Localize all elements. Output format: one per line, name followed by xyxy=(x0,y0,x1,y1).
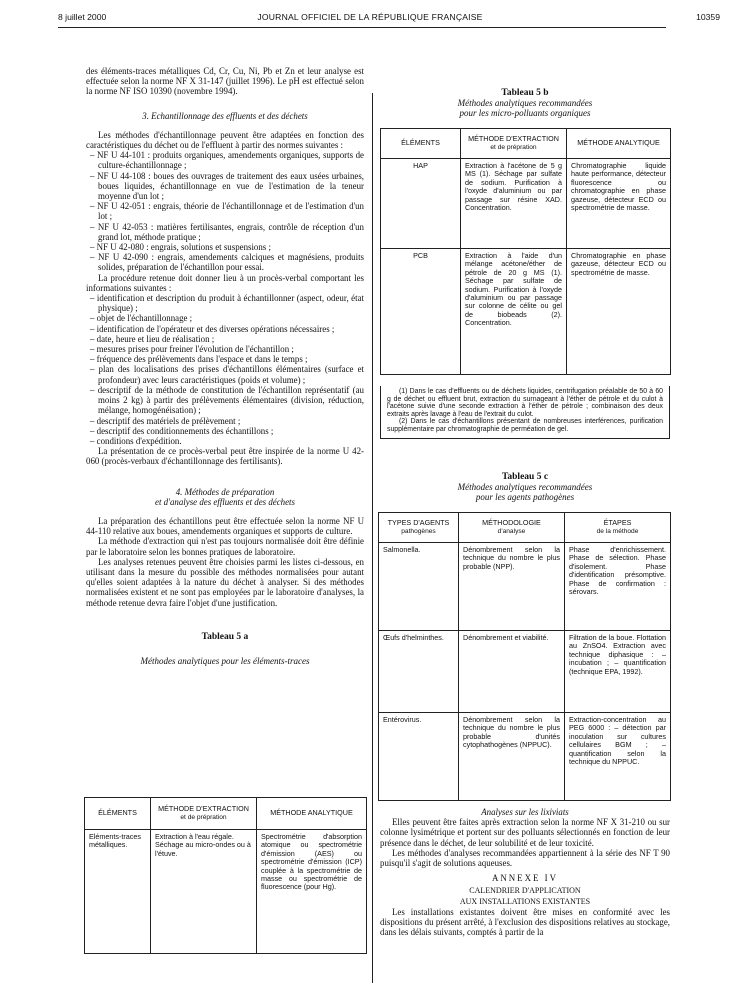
t5b-cell: Extraction à l'acétone de 5 g MS (1). Séchage par sulfate de sodium. Purification à l'oxyde d'aluminium ou par passage sur résine XAD. Concentration. xyxy=(461,159,567,249)
s4-paragraph-3: Les analyses retenues peuvent être choisies parmi les listes ci-dessous, en utilisant dans la mesure du possible des méthodes normalisées pour autant qu'elles soient adaptées à la nature du déchet à analyser. Si des méthodes normalisées existent et ne sont pas employées par le laboratoire d'analyses, la méthode retenue devra faire l'objet d'une justification. xyxy=(86,556,364,608)
pv-item: – identification et description du produit à échantillonner (aspect, odeur, état physique) ; xyxy=(90,293,364,314)
table-5b-notes xyxy=(380,386,670,439)
t5a-col-analytique: MÉTHODE ANALYTIQUE xyxy=(257,798,367,830)
table-5b-subtitle-1: Méthodes analytiques recommandées xyxy=(457,98,593,109)
norm-item: – NF U 42-080 : engrais, solutions et suspensions ; xyxy=(90,242,271,253)
pv-item: – descriptif des conditionnements des échantillons ; xyxy=(90,425,274,436)
pv-item: – mesures prises pour freiner l'évolution de l'échantillon ; xyxy=(90,344,294,355)
table-5a xyxy=(84,797,367,954)
t5a-cell: Extraction à l'eau régale. Séchage au micro-ondes ou à l'étuve. xyxy=(151,830,257,954)
norm-item: – NF U 42-090 : engrais, amendements calciques et magnésiens, produits solides, préparation de l'échantillon pour essai. xyxy=(90,252,364,273)
table-row xyxy=(379,713,671,801)
left-column xyxy=(86,66,364,666)
t5c-cell: Dénombrement selon la technique du nombre le plus probable d'unités cytophathogènes (NPPUC). xyxy=(459,713,565,801)
lixiviats-paragraph-2: Les méthodes d'analyses recommandées appartiennent à la série des NF T 90 puisqu'il s'agit de solutions aqueuses. xyxy=(380,847,670,869)
annexe-title: ANNEXE IV xyxy=(491,873,559,884)
pv-item: – descriptif des matériels de prélèvement ; xyxy=(90,415,241,426)
t5a-col-extraction: MÉTHODE D'EXTRACTION et de prépration xyxy=(151,798,257,830)
t5c-cell: Œufs d'helminthes. xyxy=(379,631,459,713)
t5c-cell: Salmonella. xyxy=(379,543,459,631)
t5b-col-analytique: MÉTHODE ANALYTIQUE xyxy=(567,129,671,159)
footnote-2: (2) Dans le cas d'échantillons présentant de nombreuses interférences, purification supplémentaire par chromatographie de perméation de gel. xyxy=(387,418,663,433)
footnote-1: (1) Dans le cas d'effluents ou de déchets liquides, centrifugation préalable de 50 à 60 g de déchet ou effluent brut, extraction du surnageant à l'éther de pétrole et du culot à l'acétone suivie d'une seconde extraction à l'éther de pétrole ; combinaison des deux extraits après lavage à l'eau de l'extrait du culot. xyxy=(387,388,663,418)
lixiviats-paragraph-1: Elles peuvent être faites après extraction selon la norme NF X 31-210 ou sur colonne lysimétrique et portent sur des polluants sélectionnés en fonction de leur présence dans le déchet, de leur solubilité et de leur toxicité. xyxy=(380,817,670,848)
table-5c-heading xyxy=(380,472,670,502)
right-column-top xyxy=(380,88,670,118)
table-row xyxy=(381,249,671,375)
table-5b-subtitle-2: pour les micro-polluants organiques xyxy=(459,108,591,119)
t5c-cell: Entérovirus. xyxy=(379,713,459,801)
norm-item: – NF U 42-051 : engrais, théorie de l'échantillonnage et de l'estimation d'un lot ; xyxy=(90,201,364,222)
pv-item: – objet de l'échantillonnage ; xyxy=(90,313,193,324)
pv-item: – descriptif de la méthode de constitution de l'échantillon représentatif (au moins 2 kg) à partir des prélèvements élémentaires (division, réduction, mélange, homogénéisation) ; xyxy=(90,384,364,416)
right-column-bottom xyxy=(380,807,670,937)
section-3-title: 3. Echantillonnage des effluents et des déchets xyxy=(142,110,308,121)
calendar-title-1: CALENDRIER D'APPLICATION xyxy=(469,886,581,896)
section-4-title-line-1: 4. Méthodes de préparation xyxy=(175,486,275,497)
page-header xyxy=(20,12,720,24)
t5b-cell: Chromatographie en phase gazeuse, détecteur ECD ou spectrométrie de masse. xyxy=(567,249,671,375)
header-rule xyxy=(58,27,666,28)
pv-item: – plan des localisations des prises d'échantillons élémentaires (surface et profondeur) avec leurs caractéristiques (poids et volume) ; xyxy=(90,364,364,385)
table-5a-title: Tableau 5 a xyxy=(201,631,249,642)
t5c-cell: Extraction-concentration au PEG 6000 : – détection par inoculation sur cultures cellulaires BGM ; – quantification selon la technique du NPPUC. xyxy=(565,713,671,801)
t5c-col-agents: TYPES D'AGENTS pathogènes xyxy=(379,513,459,543)
page-number: 10359 xyxy=(696,12,720,22)
intro-paragraph: des éléments-traces métalliques Cd, Cr, Cu, Ni, Pb et Zn et leur analyse est effectuée selon la norme NF X 31-147 (juillet 1996). Le pH est effectué selon la norme NF ISO 10390 (novembre 1994). xyxy=(86,66,364,97)
t5c-col-etapes: ÉTAPES de la méthode xyxy=(565,513,671,543)
t5a-col-elements: ÉLÉMENTS xyxy=(85,798,151,830)
t5b-cell: Chromatographie liquide haute performance, détecteur fluorescence ou chromatographie en phase gazeuse, détecteur ECD ou spectrométrie de masse. xyxy=(567,159,671,249)
table-5c-subtitle-1: Méthodes analytiques recommandées xyxy=(457,482,593,493)
header-date: 8 juillet 2000 xyxy=(58,12,107,22)
table-row xyxy=(85,830,367,954)
table-row xyxy=(381,159,671,249)
t5b-cell: HAP xyxy=(381,159,461,249)
table-5c-title: Tableau 5 c xyxy=(501,472,549,482)
t5c-cell: Dénombrement selon la technique du nombre le plus probable (NPP). xyxy=(459,543,565,631)
norm-item: – NF U 44-108 : boues des ouvrages de traitement des eaux usées urbaines, boues liquides, échantillonnage en vue de l'estimation de la teneur moyenne d'un lot ; xyxy=(90,170,364,202)
table-5b-title: Tableau 5 b xyxy=(501,88,549,98)
column-divider xyxy=(372,93,373,983)
t5a-cell: Eléments-traces métalliques. xyxy=(85,830,151,954)
norm-item: – NF U 42-053 : matières fertilisantes, engrais, contrôle de réception d'un grand lot, méthode pratique ; xyxy=(90,221,364,242)
t5c-cell: Phase d'enrichissement. Phase de sélection. Phase d'isolement. Phase d'identification présomptive. Phase de confirmation : sérovars. xyxy=(565,543,671,631)
t5b-col-extraction: MÉTHODE D'EXTRACTION et de prépration xyxy=(461,129,567,159)
table-row xyxy=(379,631,671,713)
t5b-cell: PCB xyxy=(381,249,461,375)
table-row xyxy=(379,543,671,631)
norm-item: – NF U 44-101 : produits organiques, amendements organiques, supports de culture-échantillonnage ; xyxy=(90,150,364,171)
pv-item: – identification de l'opérateur et des diverses opérations nécessaires ; xyxy=(90,323,335,334)
pv-item: – conditions d'expédition. xyxy=(90,435,182,446)
t5b-cell: Extraction à l'aide d'un mélange acétone/éther de pétrole de 20 g MS (1). Séchage par sulfate de sodium. Purification à l'oxyde d'aluminium ou par passage sur colonne de célite ou gel de biobeads (2). Concentration. xyxy=(461,249,567,375)
t5c-cell: Dénombrement et viabilité. xyxy=(459,631,565,713)
journal-title: JOURNAL OFFICIEL DE LA RÉPUBLIQUE FRANÇAISE xyxy=(257,12,483,22)
calendar-paragraph: Les installations existantes doivent être mises en conformité avec les dispositions du présent arrêté, à l'exclusion des dispositions relatives au stockage, dans les délais suivants, comptés à partir de la xyxy=(380,906,670,938)
s3-paragraph-1: Les méthodes d'échantillonnage peuvent être adaptées en fonction des caractéristiques du déchet ou de l'effluent à partir des normes suivantes : xyxy=(86,129,364,151)
table-5c-subtitle-2: pour les agents pathogènes xyxy=(475,492,575,503)
t5c-col-methodologie: MÉTHODOLOGIE d'analyse xyxy=(459,513,565,543)
calendar-title-2: AUX INSTALLATIONS EXISTANTES xyxy=(459,896,591,906)
t5c-cell: Filtration de la boue. Flottation au ZnSO4. Extraction avec technique diphasique : – incubation ; – quantification (technique EPA, 1992). xyxy=(565,631,671,713)
pv-item: – date, heure et lieu de réalisation ; xyxy=(90,333,215,344)
table-5a-subtitle: Méthodes analytiques pour les éléments-traces xyxy=(140,655,310,666)
table-5c xyxy=(378,512,671,801)
t5b-col-elements: ÉLÉMENTS xyxy=(381,129,461,159)
section-4-title-line-2: et d'analyse des effluents et des déchets xyxy=(155,496,295,507)
s3-paragraph-3: La présentation de ce procès-verbal peut être inspirée de la norme U 42-060 (procès-verbaux d'échantillonnage des fertilisants). xyxy=(86,446,364,467)
s3-paragraph-2: La procédure retenue doit donner lieu à un procès-verbal comportant les informations suivantes : xyxy=(86,272,364,293)
lixiviats-title: Analyses sur les lixiviats xyxy=(481,807,569,817)
t5a-cell: Spectrométrie d'absorption atomique ou spectrométrie d'émission (AES) ou spectrométrie d'émission (ICP) couplée à la spectrométrie de masse ou spectrométrie de fluorescence (pour Hg). xyxy=(257,830,367,954)
pv-item: – fréquence des prélèvements dans l'espace et dans le temps ; xyxy=(90,354,308,365)
s4-paragraph-2: La méthode d'extraction qui n'est pas toujours normalisée doit être définie par le laboratoire selon les bonnes pratiques de laboratoire. xyxy=(86,536,364,557)
table-5b xyxy=(380,128,671,375)
s4-paragraph-1: La préparation des échantillons peut être effectuée selon la norme NF U 44-110 relative aux boues, amendements organiques et supports de culture. xyxy=(86,515,364,537)
